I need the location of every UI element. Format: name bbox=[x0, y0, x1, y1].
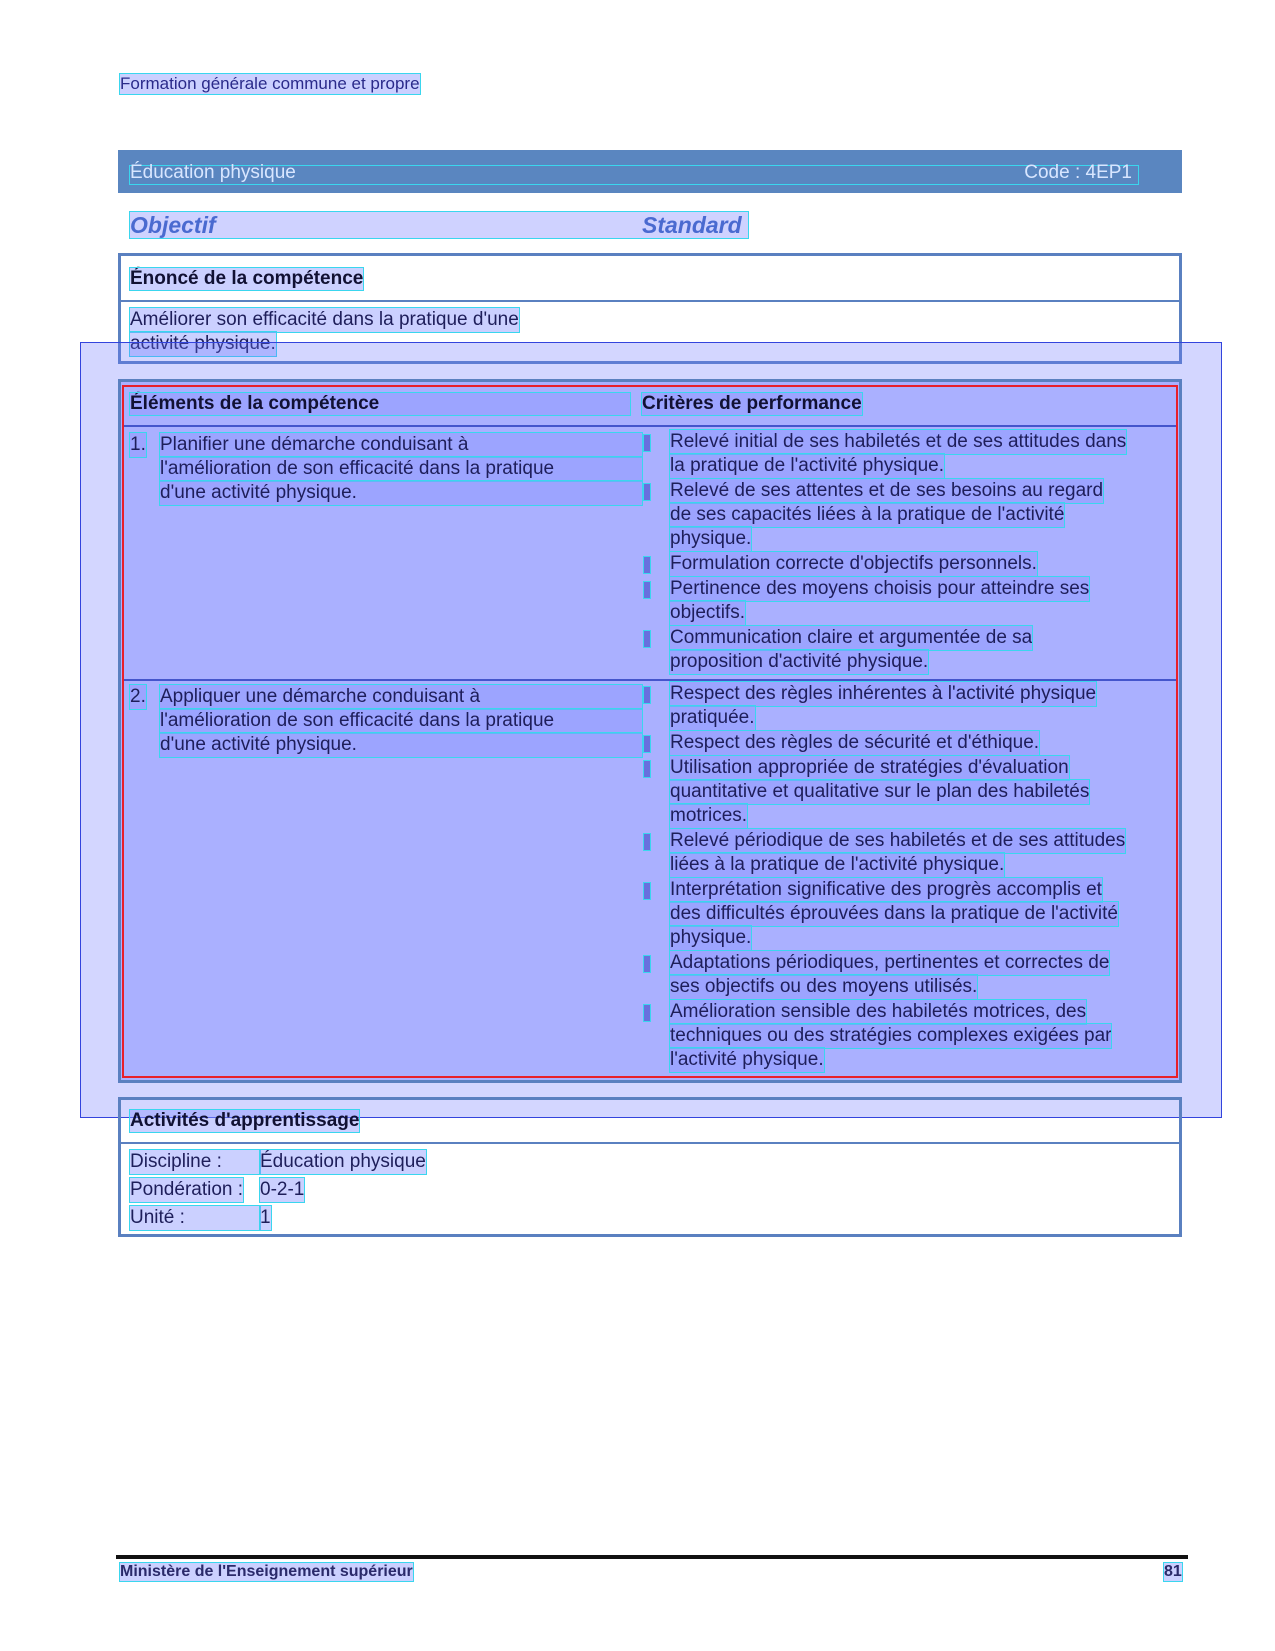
enonce-heading: Énoncé de la compétence bbox=[130, 268, 364, 289]
criterion-line: Utilisation appropriée de stratégies d'évaluation bbox=[670, 757, 1069, 778]
element-line: l'amélioration de son efficacité dans la pratique bbox=[160, 457, 642, 481]
criterion-line: Respect des règles inhérentes à l'activité physique bbox=[670, 683, 1097, 704]
element-line: l'amélioration de son efficacité dans la pratique bbox=[160, 709, 642, 733]
criterion-line: motrices. bbox=[670, 805, 748, 826]
criterion-line: l'activité physique. bbox=[670, 1049, 824, 1070]
page-number: 81 bbox=[1164, 1563, 1182, 1580]
footer-ministry: Ministère de l'Enseignement supérieur bbox=[120, 1563, 413, 1580]
bullet-icon bbox=[644, 883, 650, 899]
bullet-icon bbox=[644, 761, 650, 777]
criterion-line: Interprétation significative des progrès accomplis et bbox=[670, 879, 1102, 900]
criterion-line: Relevé de ses attentes et de ses besoins au regard bbox=[670, 480, 1104, 501]
criterion-line: Relevé périodique de ses habiletés et de ses attitudes bbox=[670, 830, 1126, 851]
criterion-line: pratiquée. bbox=[670, 707, 755, 728]
criterion-line: Amélioration sensible des habiletés motrices, des bbox=[670, 1001, 1087, 1022]
element-number: 1. bbox=[130, 434, 146, 455]
bullet-icon bbox=[644, 435, 650, 451]
bullet-icon bbox=[644, 1005, 650, 1021]
criterion-line: Communication claire et argumentée de sa bbox=[670, 627, 1033, 648]
bullet-icon bbox=[644, 631, 650, 647]
criterion-line: des difficultés éprouvées dans la pratique de l'activité bbox=[670, 903, 1118, 924]
running-head: Formation générale commune et propre bbox=[120, 74, 420, 93]
criterion-line: liées à la pratique de l'activité physique. bbox=[670, 854, 1005, 875]
element-line: Appliquer une démarche conduisant à bbox=[160, 685, 642, 709]
criterion-line: de ses capacités liées à la pratique de l'activité bbox=[670, 504, 1065, 525]
course-code: Code : 4EP1 bbox=[1024, 162, 1132, 183]
divider bbox=[124, 425, 1176, 427]
course-title: Éducation physique bbox=[130, 162, 296, 183]
discipline-label: Discipline : bbox=[130, 1150, 260, 1174]
activites-heading: Activités d'apprentissage bbox=[130, 1110, 360, 1131]
unite-value: 1 bbox=[260, 1207, 271, 1228]
discipline-value: Éducation physique bbox=[260, 1151, 426, 1172]
element-line: d'une activité physique. bbox=[160, 733, 642, 757]
objectif-label: Objectif bbox=[130, 212, 216, 238]
criterion-line: techniques ou des stratégies complexes exigées par bbox=[670, 1025, 1112, 1046]
criterion-line: Adaptations périodiques, pertinentes et correctes de bbox=[670, 952, 1110, 973]
criterion-line: physique. bbox=[670, 528, 752, 549]
elements-table bbox=[118, 379, 1182, 1083]
enonce-line: Améliorer son efficacité dans la pratique d'une bbox=[130, 309, 519, 330]
criterion-line: quantitative et qualitative sur le plan des habiletés bbox=[670, 781, 1090, 802]
footer-rule bbox=[116, 1555, 1188, 1559]
unite-label: Unité : bbox=[130, 1206, 260, 1230]
criterion-line: proposition d'activité physique. bbox=[670, 651, 929, 672]
criterion-line: ses objectifs ou des moyens utilisés. bbox=[670, 976, 978, 997]
ponderation-value: 0-2-1 bbox=[260, 1179, 305, 1200]
ponderation-label: Pondération : bbox=[130, 1179, 244, 1200]
divider bbox=[121, 1142, 1179, 1144]
criterion-line: Pertinence des moyens choisis pour atteindre ses bbox=[670, 578, 1090, 599]
divider bbox=[121, 300, 1179, 302]
activites-box bbox=[118, 1097, 1182, 1237]
objectif-standard-band bbox=[130, 212, 748, 238]
criterion-line: Relevé initial de ses habiletés et de ses attitudes dans bbox=[670, 431, 1127, 452]
criterion-line: Formulation correcte d'objectifs personnels. bbox=[670, 553, 1037, 574]
bullet-icon bbox=[644, 956, 650, 972]
criterion-line: Respect des règles de sécurité et d'éthique. bbox=[670, 732, 1040, 753]
bullet-icon bbox=[644, 736, 650, 752]
criteria-heading: Critères de performance bbox=[642, 393, 862, 414]
criterion-line: objectifs. bbox=[670, 602, 745, 623]
title-bar bbox=[118, 150, 1182, 193]
enonce-line: activité physique. bbox=[130, 333, 276, 354]
bullet-icon bbox=[644, 484, 650, 500]
elements-heading: Éléments de la compétence bbox=[130, 393, 630, 415]
bullet-icon bbox=[644, 557, 650, 573]
element-line: d'une activité physique. bbox=[160, 481, 642, 505]
divider bbox=[124, 679, 1176, 681]
criterion-line: physique. bbox=[670, 927, 752, 948]
bullet-icon bbox=[644, 834, 650, 850]
element-line: Planifier une démarche conduisant à bbox=[160, 433, 642, 457]
standard-label: Standard bbox=[642, 212, 742, 238]
bullet-icon bbox=[644, 582, 650, 598]
bullet-icon bbox=[644, 687, 650, 703]
criterion-line: la pratique de l'activité physique. bbox=[670, 455, 945, 476]
element-number: 2. bbox=[130, 686, 146, 707]
